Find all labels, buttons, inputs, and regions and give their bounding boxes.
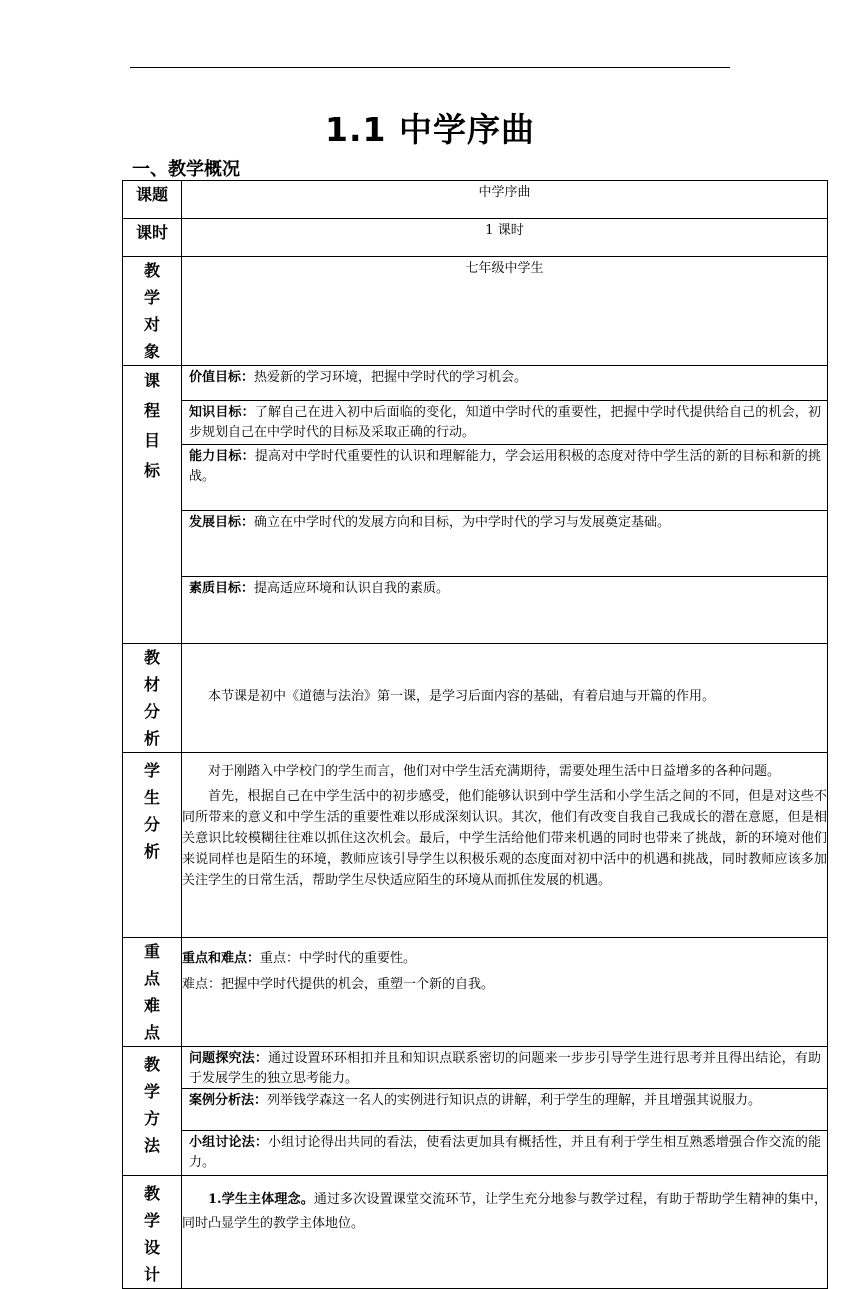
method-case-label: 案例分析法： [189, 1093, 268, 1108]
table-row-students [123, 753, 828, 938]
goal-development-label: 发展目标： [189, 515, 255, 530]
method-inquiry-label: 问题探究法： [189, 1051, 269, 1066]
goal-ability [182, 445, 827, 511]
goal-knowledge-text: 了解自己在进入初中后面临的变化，知道中学时代的重要性，把握中学时代提供给自己的机会，初步规划自己在中学时代的目标及采取正确的行动。 [189, 405, 821, 440]
table-row-audience [123, 257, 828, 366]
design-paragraph [182, 1188, 827, 1236]
method-group [182, 1131, 827, 1175]
goal-quality [182, 577, 827, 643]
goals-cell [182, 366, 828, 644]
goal-quality-text: 提高适应环境和认识自我的素质。 [254, 581, 450, 596]
row-label-goals: 课程目标 [123, 366, 182, 644]
method-case-text: 列举钱学森这一名人的实例进行知识点的讲解，利于学生的理解，并且增强其说服力。 [267, 1093, 762, 1108]
students-paragraph-1: 对于刚踏入中学校门的学生而言，他们对中学生活充满期待，需要处理生活中日益增多的各种问题。 [208, 764, 781, 779]
topic-value: 中学序曲 [182, 181, 828, 219]
goal-knowledge [182, 401, 827, 445]
table-row-design [123, 1176, 828, 1289]
goal-development [182, 511, 827, 577]
design-cell [182, 1176, 828, 1289]
hours-value: 1 课时 [182, 219, 828, 257]
goal-ability-label: 能力目标： [189, 449, 255, 464]
row-label-material: 教材分析 [123, 644, 182, 753]
method-group-label: 小组讨论法： [189, 1135, 269, 1150]
material-text: 本节课是初中《道德与法治》第一课，是学习后面内容的基础，有着启迪与开篇的作用。 [208, 688, 716, 704]
section-heading: 一、教学概况 [132, 159, 240, 180]
goal-development-text: 确立在中学时代的发展方向和目标，为中学时代的学习与发展奠定基础。 [254, 515, 671, 530]
material-cell [182, 644, 828, 753]
header-rule [130, 67, 730, 68]
goal-value-label: 价值目标： [189, 370, 255, 385]
page-title: 1.1 中学序曲 [325, 110, 535, 149]
students-cell [182, 753, 828, 938]
row-label-audience: 教学对象 [123, 257, 182, 366]
goal-ability-text: 提高对中学时代重要性的认识和理解能力，学会运用积极的态度对待中学生活的新的目标和新的挑战。 [189, 449, 821, 484]
difficult-point: 难点：把握中学时代提供的机会，重塑一个新的自我。 [182, 977, 495, 992]
table-row-keypoints [123, 938, 828, 1047]
lesson-overview-table [122, 180, 828, 1289]
goal-knowledge-label: 知识目标： [189, 405, 255, 420]
audience-value: 七年级中学生 [182, 257, 828, 366]
table-row-topic [123, 181, 828, 219]
goal-value [182, 366, 827, 401]
table-row-goals [123, 366, 828, 644]
table-row-material [123, 644, 828, 753]
row-label-keypoints: 重点难点 [123, 938, 182, 1047]
goal-quality-label: 素质目标： [189, 581, 255, 596]
goal-value-text: 热爱新的学习环境，把握中学时代的学习机会。 [254, 370, 528, 385]
methods-cell [182, 1047, 828, 1176]
row-label-topic: 课题 [123, 181, 182, 219]
row-label-hours: 课时 [123, 219, 182, 257]
table-row-hours [123, 219, 828, 257]
key-point-text: 重点：中学时代的重要性。 [260, 951, 417, 966]
method-group-text: 小组讨论得出共同的看法，使看法更加具有概括性，并且有利于学生相互熟悉增强合作交流的能力。 [189, 1135, 821, 1170]
students-paragraph-2: 首先，根据自己在中学生活中的初步感受，他们能够认识到中学生活和小学生活之间的不同，但是对这些不同所带来的意义和中学生活的重要性难以形成深刻认识。其次，他们有改变自我自己我成长的潜在意愿，但是相关意识比较模糊往往难以抓住这次机会。最后，中学生活给他们带来机遇的同时也带来了挑战，新的环境对他们来说同样也是陌生的环境，教师应该引导学生以积极乐观的态度面对初中活中的机遇和挑战，同时教师应该多加关注学生的日常生活，帮助学生尽快适应陌生的环境从而抓住发展的机遇。 [182, 789, 827, 888]
method-inquiry [182, 1047, 827, 1089]
keypoints-heading: 重点和难点： [182, 951, 261, 966]
key-point [182, 946, 827, 972]
design-lead: 1.学生主体理念。 [208, 1192, 314, 1207]
method-case [182, 1089, 827, 1131]
table-row-methods [123, 1047, 828, 1176]
keypoints-cell [182, 938, 828, 1047]
row-label-methods: 教学方法 [123, 1047, 182, 1176]
row-label-students: 学生分析 [123, 753, 182, 938]
method-inquiry-text: 通过设置环环相扣并且和知识点联系密切的问题来一步步引导学生进行思考并且得出结论，有助于发展学生的独立思考能力。 [189, 1051, 821, 1086]
row-label-design: 教学设计 [123, 1176, 182, 1289]
design-text: 通过多次设置课堂交流环节，让学生充分地参与教学过程，有助于帮助学生精神的集中，同时凸显学生的教学主体地位。 [182, 1192, 827, 1231]
